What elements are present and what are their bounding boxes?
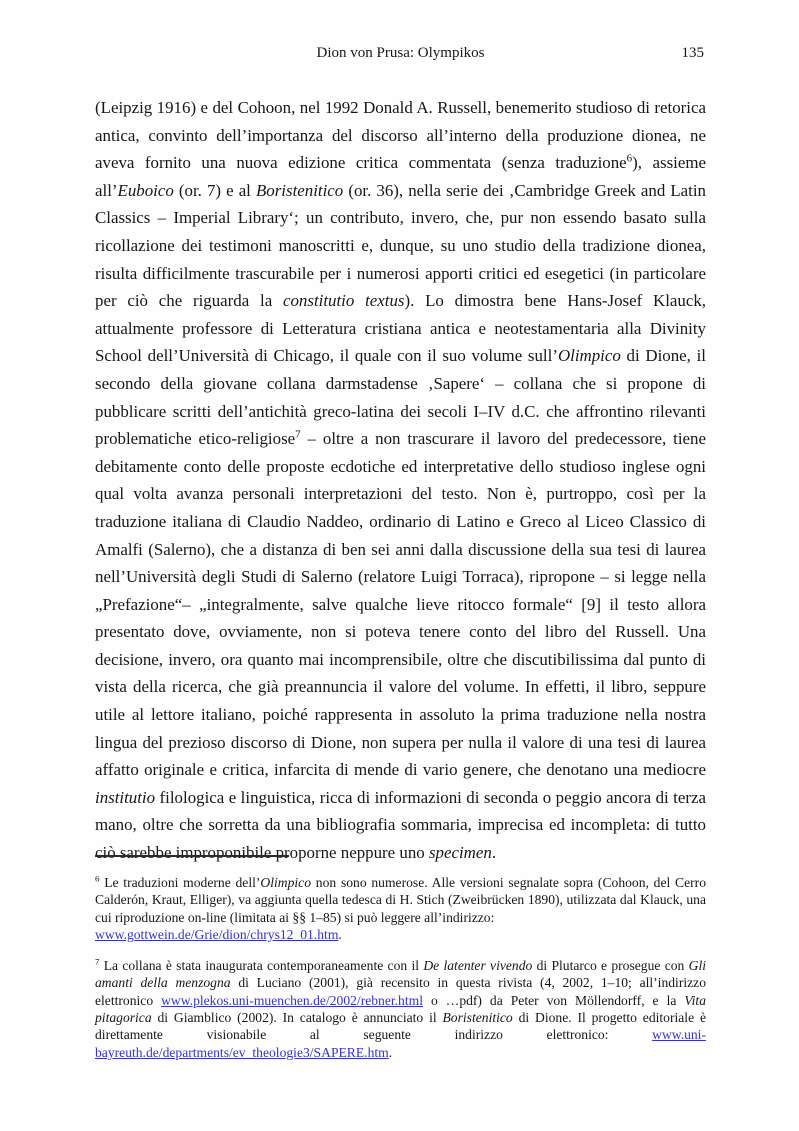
running-header-title: Dion von Prusa: Olympikos bbox=[316, 45, 485, 61]
italic-text: Gli amanti della menzogna bbox=[95, 958, 707, 991]
hyperlink-url[interactable]: www.plekos.uni-muenchen.de/2002/rebner.html bbox=[161, 992, 423, 1008]
italic-text: specimen bbox=[428, 843, 492, 863]
text-run: non sono numerose. Alle versioni segnalate sopra (Cohoon, del Cerro Calderón, Kraut, Elliger), va aggiunta quella tedesca di H. Stich (Zweibrücken 1890), utilizzata dal Klauck, una cui riproduzione on-line (limitata ai §§ 1–85) si può leggere all’indirizzo: bbox=[95, 875, 707, 925]
text-run: – oltre a non trascurare il lavoro del predecessore, tiene debitamente conto delle proposte ecdotiche ed interpretative dello studioso inglese ogni qual volta avanza personali interpretazioni del testo. Non è, purtroppo, così per la traduzione italiana di Claudio Naddeo, ordinario di Latino e Greco al Liceo Classico di Amalfi (Salerno), che a distanza di ben sei anni dalla discussione della sua tesi di laurea nell’Università degli Studi di Salerno (relatore Luigi Torraca), ripropone – si legge nella „Prefazione“– „integralmente, salve qualche lieve ritocco formale“ [9] il testo allora presentato dove, ovviamente, non si poteva tenere conto del libro del Russell. Una decisione, invero, ora quanto mai incomprensibile, oltre che discutibilissima dal punto di vista della ricerca, che già preannuncia il valore del volume. In effetti, il libro, seppure utile al lettore italiano, poiché rappresenta in assoluto la prima traduzione nella nostra lingua del prezioso discorso di Dione, non supera per nulla il valore di una tesi di laurea affatto originale e critica, infarcita di mende di vario genere, che denotano una mediocre bbox=[95, 429, 706, 780]
footnote-reference: 6 bbox=[626, 152, 633, 165]
running-header bbox=[95, 44, 706, 62]
text-run: ), assieme all’ bbox=[95, 153, 706, 200]
text-run: di Dione, il secondo della giovane collana darmstadense ‚Sapere‘ – collana che si propone di pubblicare scritti dell’antichità greco-latina dei secoli I–IV d.C. che affrontino rilevanti problematiche etico-religiose bbox=[95, 346, 707, 449]
italic-text: De latenter vivendo bbox=[423, 958, 533, 974]
footnote-6 bbox=[95, 874, 706, 943]
text-run: . bbox=[491, 843, 497, 863]
text-run: . bbox=[338, 926, 342, 942]
footnote-separator bbox=[95, 855, 289, 857]
page-number: 135 bbox=[681, 45, 704, 61]
italic-text: Olimpico bbox=[557, 346, 621, 366]
text-run: di Dione. Il progetto editoriale è direttamente visionabile al seguente indirizzo elettronico: bbox=[95, 1010, 706, 1043]
text-run: Le traduzioni moderne dell’ bbox=[99, 875, 261, 890]
italic-text: Euboico bbox=[117, 180, 174, 200]
footnotes-section bbox=[95, 874, 706, 1075]
text-run: di Luciano (2001), già recensito in questa rivista (4, 2002, 1–10; all’indirizzo elettronico bbox=[95, 975, 706, 1008]
text-run: (Leipzig 1916) e del Cohoon, nel 1992 Donald A. Russell, benemerito studioso di retorica antica, convinto dell’importanza del discorso all’interno della produzione dionea, ne aveva fornito una nuova edizione critica commentata (senza traduzione bbox=[95, 98, 706, 173]
hyperlink-url[interactable]: www.gottwein.de/Grie/dion/chrys12_01.htm bbox=[95, 926, 339, 942]
text-run: ). Lo dimostra bene Hans-Josef Klauck, attualmente professore di Letteratura cristiana antica e neotestamentaria alla Divinity School dell’Università di Chicago, il quale con il suo volume sull’ bbox=[95, 291, 707, 366]
footnote-reference: 7 bbox=[95, 956, 100, 967]
italic-text: Boristenitico bbox=[442, 1010, 513, 1026]
text-run: (or. 36), nella serie dei ‚Cambridge Greek and Latin Classics – Imperial Library‘; un contributo, invero, che, pur non essendo basato sulla ricollazione dei testimoni manoscritti e, dunque, su uno studio della tradizione dionea, risulta difficilmente trascurabile per i numerosi apporti critici ed esegetici (in particolare per ciò che riguarda la bbox=[95, 180, 706, 311]
text-run: di Giamblico (2002). In catalogo è annunciato il bbox=[151, 1010, 443, 1026]
text-run: o …pdf) da Peter von Möllendorff, e la bbox=[422, 992, 685, 1008]
text-run: . bbox=[388, 1044, 393, 1060]
hyperlink-url[interactable]: www.uni-bayreuth.de/departments/ev_theologie3/SAPERE.htm bbox=[95, 1027, 706, 1060]
italic-text: constitutio textus bbox=[282, 291, 405, 311]
text-run: La collana è stata inaugurata contemporaneamente con il bbox=[99, 958, 424, 974]
body-paragraph bbox=[95, 94, 706, 867]
footnote-7 bbox=[95, 957, 706, 1061]
italic-text: Olimpico bbox=[260, 875, 312, 890]
italic-text: institutio bbox=[95, 787, 156, 807]
text-run: di Plutarco e prosegue con bbox=[532, 958, 689, 974]
italic-text: Vita pitagorica bbox=[95, 992, 707, 1026]
text-run: filologica e linguistica, ricca di informazioni di seconda o peggio ancora di terza mano, oltre che sorretta da una bibliografia sommaria, imprecisa ed incompleta: di tutto ciò sarebbe improponibile proporne neppure uno bbox=[95, 787, 706, 863]
italic-text: Boristenitico bbox=[255, 180, 344, 200]
footnote-reference: 6 bbox=[95, 873, 100, 884]
footnote-reference: 7 bbox=[295, 428, 301, 441]
text-run: (or. 7) e al bbox=[173, 180, 256, 200]
